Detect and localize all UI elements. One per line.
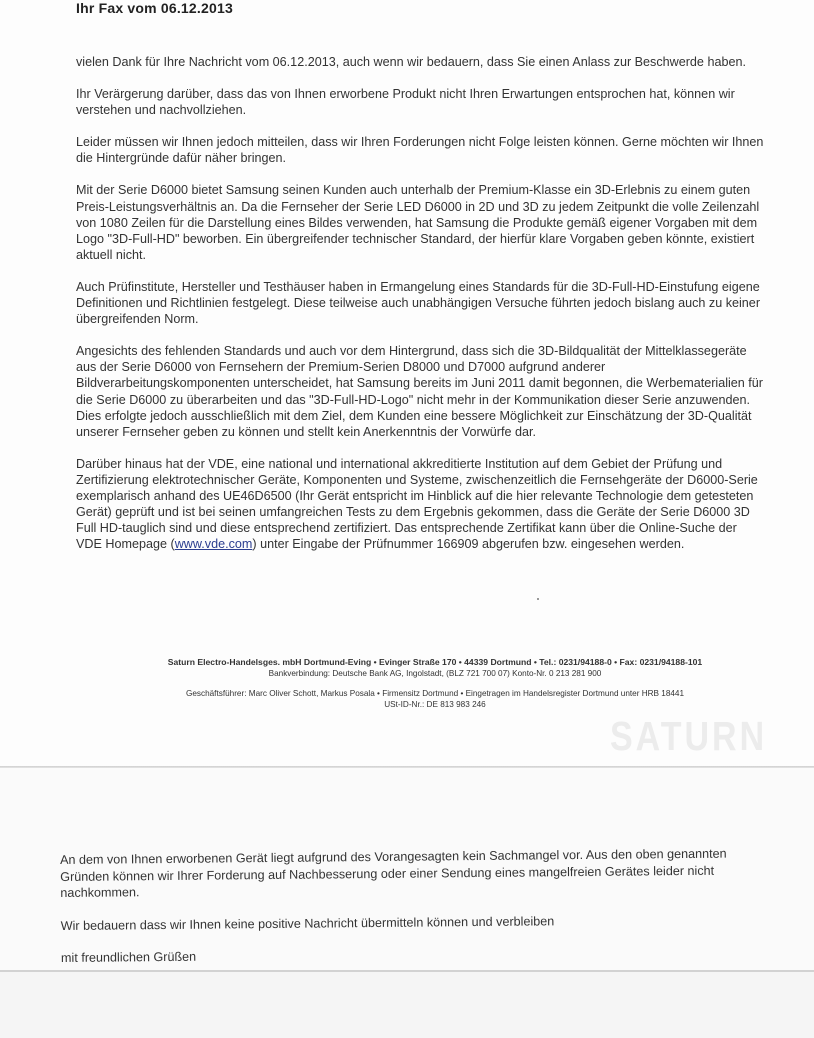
letter-page-two <box>0 770 814 1038</box>
vde-text-after-link: ) unter Eingabe der Prüfnummer 166909 abgerufen bzw. eingesehen werden. <box>252 537 685 552</box>
saturn-logo-watermark: SATURN <box>610 714 768 760</box>
closing-sign-off: mit freundlichen Grüßen <box>60 949 197 965</box>
paragraph-thanks: vielen Dank für Ihre Nachricht vom 06.12.2013, auch wenn wir bedauern, dass Sie einen Anlass zur Beschwerde haben. <box>76 55 746 69</box>
closing-paragraph-no-defect: An dem von Ihnen erworbenen Gerät liegt aufgrund des Vorangesagten kein Sachmangel vor. Aus den oben genannten Gründen können wir Ihrer Forderung auf Nachbesserung oder einer Sendung eines mangelfreien Gerätes leider nicht nachkommen. <box>60 846 727 900</box>
letter-body <box>76 54 766 568</box>
fax-reference-heading: Ihr Fax vom 06.12.2013 <box>76 0 233 16</box>
paragraph-refusal: Leider müssen wir Ihnen jedoch mitteilen, dass wir Ihren Forderungen nicht Folge leisten können. Gerne möchten wir Ihnen die Hintergründe dafür näher bringen. <box>76 135 764 166</box>
footer-bank-line: Bankverbindung: Deutsche Bank AG, Ingolstadt, (BLZ 721 700 07) Konto-Nr. 0 213 281 900 <box>268 669 602 678</box>
footer-vat-line: USt-ID-Nr.: DE 813 983 246 <box>384 700 486 709</box>
footer-management-line: Geschäftsführer: Marc Oliver Schott, Markus Posala • Firmensitz Dortmund • Eingetragen im Handelsregister Dortmund unter HRB 18441 <box>185 689 685 698</box>
closing-paragraph-regret: Wir bedauern dass wir Ihnen keine positive Nachricht übermitteln können und verbleiben <box>60 913 555 933</box>
paragraph-missing-standard: Angesichts des fehlenden Standards und auch vor dem Hintergrund, dass sich die 3D-Bildqualität der Mittelklassegeräte aus der Serie D6000 von Fernsehern der Premium-Serien D8000 und D7000 aufgrund anderer Bildverarbeitungskomponenten unterscheidet, hat Samsung bereits im Juni 2011 damit begonnen, die Werbematerialien für die Serie D6000 zu überarbeiten und das "3D-Full-HD-Logo" nicht mehr in der Kommunikation dieser Serie anzuwenden. <box>76 344 763 407</box>
company-footer <box>110 657 760 710</box>
paragraph-understanding: Ihr Verärgerung darüber, dass das von Ihnen erworbene Produkt nicht Ihren Erwartungen entsprochen hat, können wir verstehen und nachvollziehen. <box>76 87 735 118</box>
vde-homepage-link[interactable]: www.vde.com <box>174 537 253 552</box>
paragraph-vde-certification <box>76 456 766 553</box>
paragraph-series-d6000: Mit der Serie D6000 bietet Samsung seinen Kunden auch unterhalb der Premium-Klasse ein 3D-Erlebnis zu einem guten Preis-Leistungsverhältnis an. Da die Fernseher der Serie LED D6000 in 2D und 3D zu jedem Zeitpunkt die volle Zeilenzahl von 1080 Zeilen für die Darstellung eines Bildes verwenden, hat Samsung die Produkte gemäß eigener Vorgaben mit dem Logo "3D-Full-HD" beworben. Ein übergreifender technischer Standard, der hierfür klare Vorgaben geben könnte, existiert aktuell nicht. <box>76 183 760 262</box>
paragraph-test-institutes: Auch Prüfinstitute, Hersteller und Testhäuser haben in Ermangelung eines Standards für die 3D-Full-HD-Einstufung eigene Definitionen und Richtlinien festgelegt. Diese teilweise auch unabhängigen Versuche führten jedoch bislang auch zu keiner übergreifenden Norm. <box>76 279 761 327</box>
footer-company-line: Saturn Electro-Handelsges. mbH Dortmund-Eving • Evinger Straße 170 • 44339 Dortmund • Tel.: 0231/94188-0 • Fax: 0231/94188-101 <box>167 657 703 667</box>
page-bottom-shade <box>0 972 814 1038</box>
closing-body <box>60 845 751 982</box>
scan-speck <box>537 598 539 600</box>
paragraph-no-acknowledgement: Dies erfolgte jedoch ausschließlich mit dem Ziel, dem Kunden eine bessere Möglichkeit zur Einschätzung der 3D-Qualität unserer Fernseher geben zu können und stellt kein Anerkenntnis der Vorwürfe dar. <box>76 408 752 439</box>
vde-text-before-link: Darüber hinaus hat der VDE, eine national und international akkreditierte Institution auf dem Gebiet der Prüfung und Zertifizierung elektrotechnischer Geräte, Komponenten und Systeme, zwischenzeitlich die Fernsehgeräte der D6000-Serie exemplarisch anhand des UE46D6500 (Ihr Gerät entspricht im Hinblick auf die hier relevante Technologie dem getesteten Gerät) geprüft und ist bei seinen umfangreichen Tests zu dem Ergebnis gekommen, dass die Geräte der Serie D6000 3D Full HD-tauglich sind und diese entsprechend zertifiziert. Das entsprechende Zertifikat kann über die Online-Suche der VDE Homepage ( <box>76 456 758 552</box>
